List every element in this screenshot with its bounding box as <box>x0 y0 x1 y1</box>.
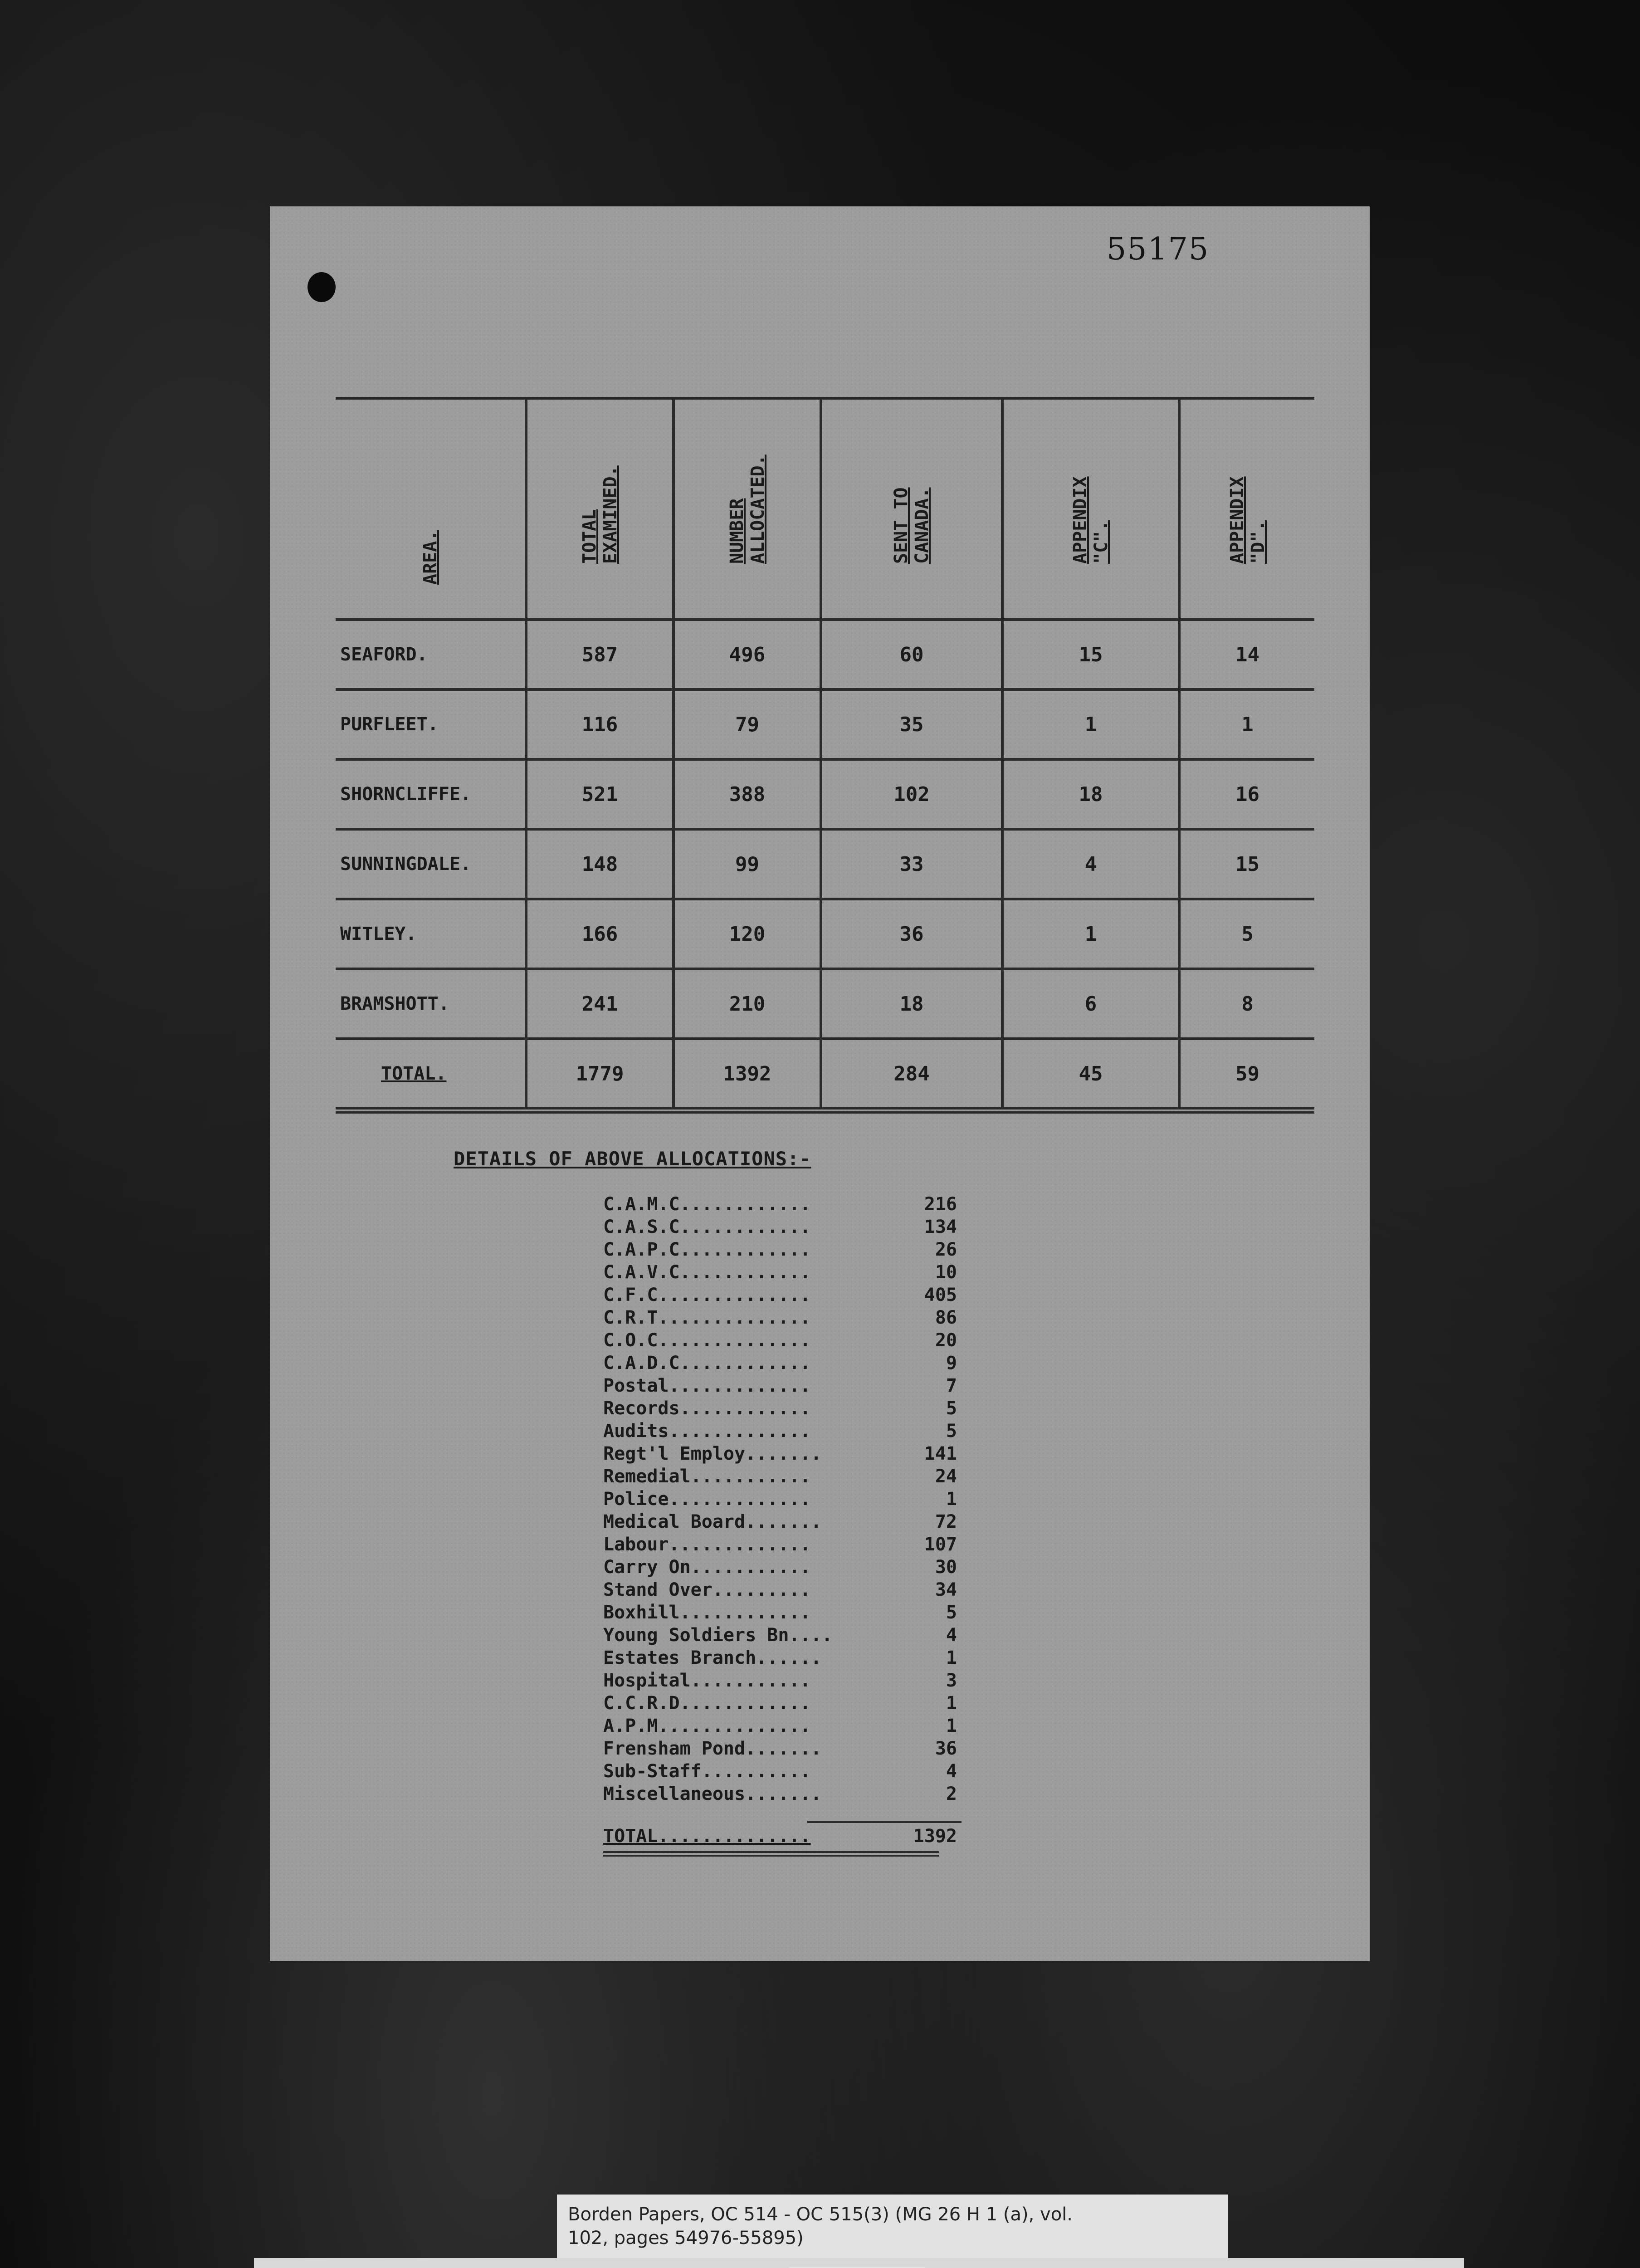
list-item: Frensham Pond....... 36 <box>603 1738 957 1759</box>
list-item: Carry On........... 30 <box>603 1557 957 1578</box>
list-item: C.R.T.............. 86 <box>603 1307 957 1328</box>
list-item: Records............ 5 <box>603 1398 957 1419</box>
header-sent-to-canada: SENT TO CANADA. <box>821 398 1002 620</box>
list-item: Regt'l Employ....... 141 <box>603 1443 957 1464</box>
header-total-examined: TOTAL EXAMINED. <box>526 398 674 620</box>
header-appendix-d: APPENDIX "D". <box>1179 398 1314 620</box>
archives-stamp <box>254 2258 1464 2268</box>
table-total-row: TOTAL. 1779 1392 284 45 59 <box>336 1039 1314 1110</box>
table-row: PURFLEET. 116 79 35 1 1 <box>336 689 1314 759</box>
allocation-table <box>336 397 1314 1114</box>
list-item: Audits............. 5 <box>603 1421 957 1442</box>
list-item: C.A.S.C............ 134 <box>603 1217 957 1237</box>
table-row: BRAMSHOTT. 241 210 18 6 8 <box>336 969 1314 1039</box>
list-item: Miscellaneous....... 2 <box>603 1784 957 1804</box>
list-item: C.A.V.C............ 10 <box>603 1262 957 1283</box>
table-header-row <box>336 398 1314 620</box>
header-number-allocated: NUMBER ALLOCATED. <box>674 398 821 620</box>
list-item: Medical Board....... 72 <box>603 1511 957 1532</box>
details-title: DETAILS OF ABOVE ALLOCATIONS:- <box>454 1148 811 1170</box>
details-list <box>603 1193 957 1857</box>
list-item: Police............. 1 <box>603 1489 957 1510</box>
list-item: Postal............. 7 <box>603 1375 957 1396</box>
punch-hole <box>308 272 336 302</box>
list-item: Remedial........... 24 <box>603 1466 957 1487</box>
table-row: WITLEY. 166 120 36 1 5 <box>336 899 1314 969</box>
citation-line-2: 102, pages 54976-55895) <box>568 2228 804 2248</box>
list-item: Stand Over......... 34 <box>603 1579 957 1600</box>
list-item: Sub-Staff.......... 4 <box>603 1761 957 1782</box>
header-appendix-c: APPENDIX "C". <box>1002 398 1179 620</box>
table-row: SHORNCLIFFE. 521 388 102 18 16 <box>336 759 1314 829</box>
page-number: 55175 <box>1107 231 1210 267</box>
details-total-underline <box>603 1851 939 1857</box>
list-item: Estates Branch...... 1 <box>603 1647 957 1668</box>
list-item: Young Soldiers Bn.... 4 <box>603 1625 957 1646</box>
list-item: C.A.P.C............ 26 <box>603 1239 957 1260</box>
header-area: AREA. <box>336 398 526 620</box>
details-sum-rule <box>807 1821 962 1823</box>
table-row: SEAFORD. 587 496 60 15 14 <box>336 620 1314 689</box>
list-item: Hospital........... 3 <box>603 1670 957 1691</box>
list-item: C.A.M.C............ 216 <box>603 1194 957 1215</box>
list-item: A.P.M.............. 1 <box>603 1716 957 1736</box>
list-item: C.C.R.D............ 1 <box>603 1693 957 1714</box>
table-row: SUNNINGDALE. 148 99 33 4 15 <box>336 829 1314 899</box>
list-item: C.A.D.C............ 9 <box>603 1353 957 1374</box>
citation-label <box>557 2195 1228 2258</box>
list-item: Boxhill............ 5 <box>603 1602 957 1623</box>
list-item: Labour............. 107 <box>603 1534 957 1555</box>
details-total: TOTAL.............. 1392 <box>603 1826 957 1847</box>
list-item: C.F.C.............. 405 <box>603 1285 957 1305</box>
citation-line-1: Borden Papers, OC 514 - OC 515(3) (MG 26 H 1 (a), vol. <box>568 2204 1073 2225</box>
list-item: C.O.C.............. 20 <box>603 1330 957 1351</box>
